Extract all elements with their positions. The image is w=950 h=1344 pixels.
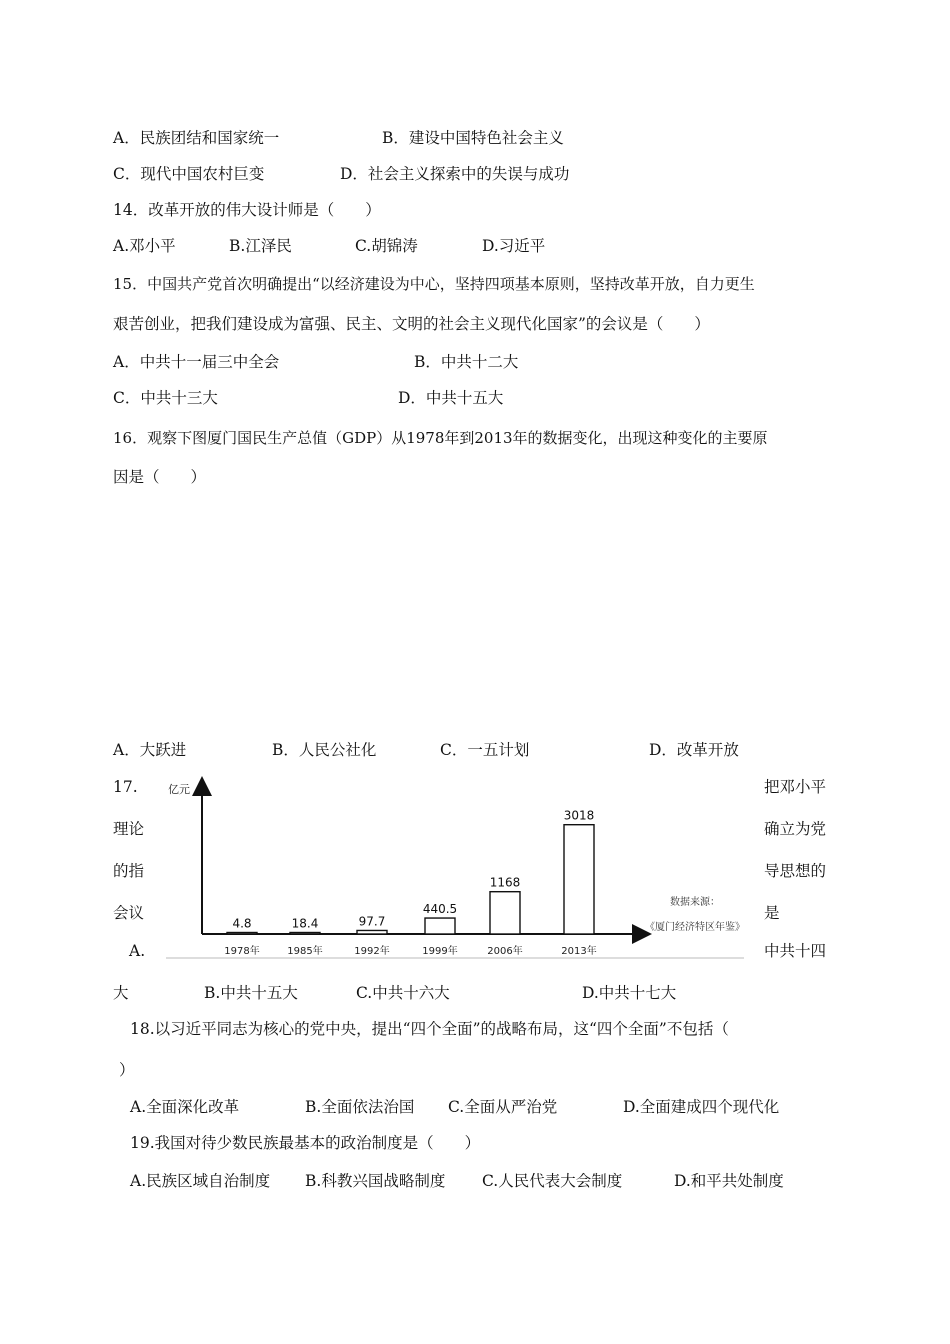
source-name: 《厦门经济特区年鉴》 [645, 922, 745, 933]
q17-right-1: 把邓小平 [764, 778, 827, 796]
q18-option-c[interactable]: C.全面从严治党 [448, 1098, 558, 1116]
x-tick-label-4: 2006年 [487, 946, 523, 957]
value-label-1: 18.4 [291, 916, 319, 931]
q18-stem-line2: ） [119, 1061, 135, 1079]
q14-stem: 14．改革开放的伟大设计师是（ ） [113, 201, 381, 219]
q16-option-a[interactable]: A．大跃进 [113, 741, 187, 759]
q15-option-d[interactable]: D．中共十五大 [398, 389, 504, 407]
q15-stem-line1: 15．中国共产党首次明确提出“以经济建设为中心，坚持四项基本原则，坚持改革开放，自力更生 [113, 275, 755, 293]
x-tick-label-3: 1999年 [422, 946, 458, 957]
q19-option-b[interactable]: B.科教兴国战略制度 [305, 1172, 446, 1190]
value-label-5: 3018 [563, 808, 595, 823]
bar-4 [490, 892, 520, 934]
value-label-0: 4.8 [232, 916, 252, 931]
value-label-2: 97.7 [358, 914, 386, 929]
q16-option-b[interactable]: B．人民公社化 [272, 741, 377, 759]
q17-option-d[interactable]: D.中共十七大 [582, 984, 677, 1002]
q17-option-c[interactable]: C.中共十六大 [356, 984, 450, 1002]
q16-option-d[interactable]: D．改革开放 [649, 741, 739, 759]
q13-option-a[interactable]: A．民族团结和国家统一 [113, 129, 280, 147]
bar-5 [564, 825, 594, 934]
q15-option-a[interactable]: A．中共十一届三中全会 [113, 353, 280, 371]
bar-2 [357, 930, 387, 934]
q17-right-4: 是 [764, 904, 780, 922]
gdp-bar-chart [160, 776, 745, 962]
q14-option-b[interactable]: B.江泽民 [229, 237, 292, 255]
q15-stem-line2: 艰苦创业，把我们建设成为富强、民主、文明的社会主义现代化国家”的会议是（ ） [113, 315, 710, 333]
bar-1 [290, 933, 320, 935]
x-tick-label-1: 1985年 [287, 946, 323, 957]
q18-option-a[interactable]: A.全面深化改革 [130, 1098, 240, 1116]
q17-left-3: 的指 [113, 862, 145, 880]
q16-stem-line1: 16．观察下图厦门国民生产总值（GDP）从1978年到2013年的数据变化，出现这种变化的主要原 [113, 429, 768, 447]
q16-option-c[interactable]: C．一五计划 [440, 741, 530, 759]
value-label-4: 1168 [489, 875, 521, 890]
x-tick-label-0: 1978年 [224, 946, 260, 957]
q13-option-d[interactable]: D．社会主义探索中的失误与成功 [340, 165, 570, 183]
q16-stem-line2: 因是（ ） [113, 468, 207, 486]
x-tick-label-2: 1992年 [354, 946, 390, 957]
y-axis-label: 亿元 [168, 783, 190, 796]
q17-option-a-label[interactable]: A. [129, 942, 146, 960]
source-label: 数据来源： [670, 897, 720, 908]
q17-right-3: 导思想的 [764, 862, 827, 880]
bar-3 [425, 918, 455, 934]
q19-option-c[interactable]: C.人民代表大会制度 [482, 1172, 623, 1190]
q14-option-d[interactable]: D.习近平 [482, 237, 546, 255]
x-tick-label-5: 2013年 [561, 946, 597, 957]
q18-option-d[interactable]: D.全面建成四个现代化 [623, 1098, 780, 1116]
q13-option-b[interactable]: B．建设中国特色社会主义 [382, 129, 564, 147]
q17-right-5: 中共十四 [764, 942, 827, 960]
q17-left-6: 大 [113, 984, 129, 1002]
q17-left-1: 17. [113, 778, 138, 796]
q14-option-a[interactable]: A.邓小平 [113, 237, 176, 255]
q19-stem: 19.我国对待少数民族最基本的政治制度是（ ） [130, 1134, 481, 1152]
q17-left-4: 会议 [113, 904, 145, 922]
q15-option-c[interactable]: C．中共十三大 [113, 389, 218, 407]
q18-stem-line1: 18.以习近平同志为核心的党中央，提出“四个全面”的战略布局，这“四个全面”不包括（ [130, 1020, 729, 1038]
q17-option-b[interactable]: B.中共十五大 [204, 984, 298, 1002]
q15-option-b[interactable]: B．中共十二大 [414, 353, 519, 371]
q18-option-b[interactable]: B.全面依法治国 [305, 1098, 415, 1116]
value-label-3: 440.5 [422, 902, 458, 917]
q19-option-d[interactable]: D.和平共处制度 [674, 1172, 784, 1190]
q14-option-c[interactable]: C.胡锦涛 [355, 237, 418, 255]
bar-0 [227, 933, 257, 935]
q19-option-a[interactable]: A.民族区域自治制度 [130, 1172, 271, 1190]
q17-right-2: 确立为党 [764, 820, 827, 838]
q13-option-c[interactable]: C．现代中国农村巨变 [113, 165, 265, 183]
q17-left-2: 理论 [113, 820, 145, 838]
